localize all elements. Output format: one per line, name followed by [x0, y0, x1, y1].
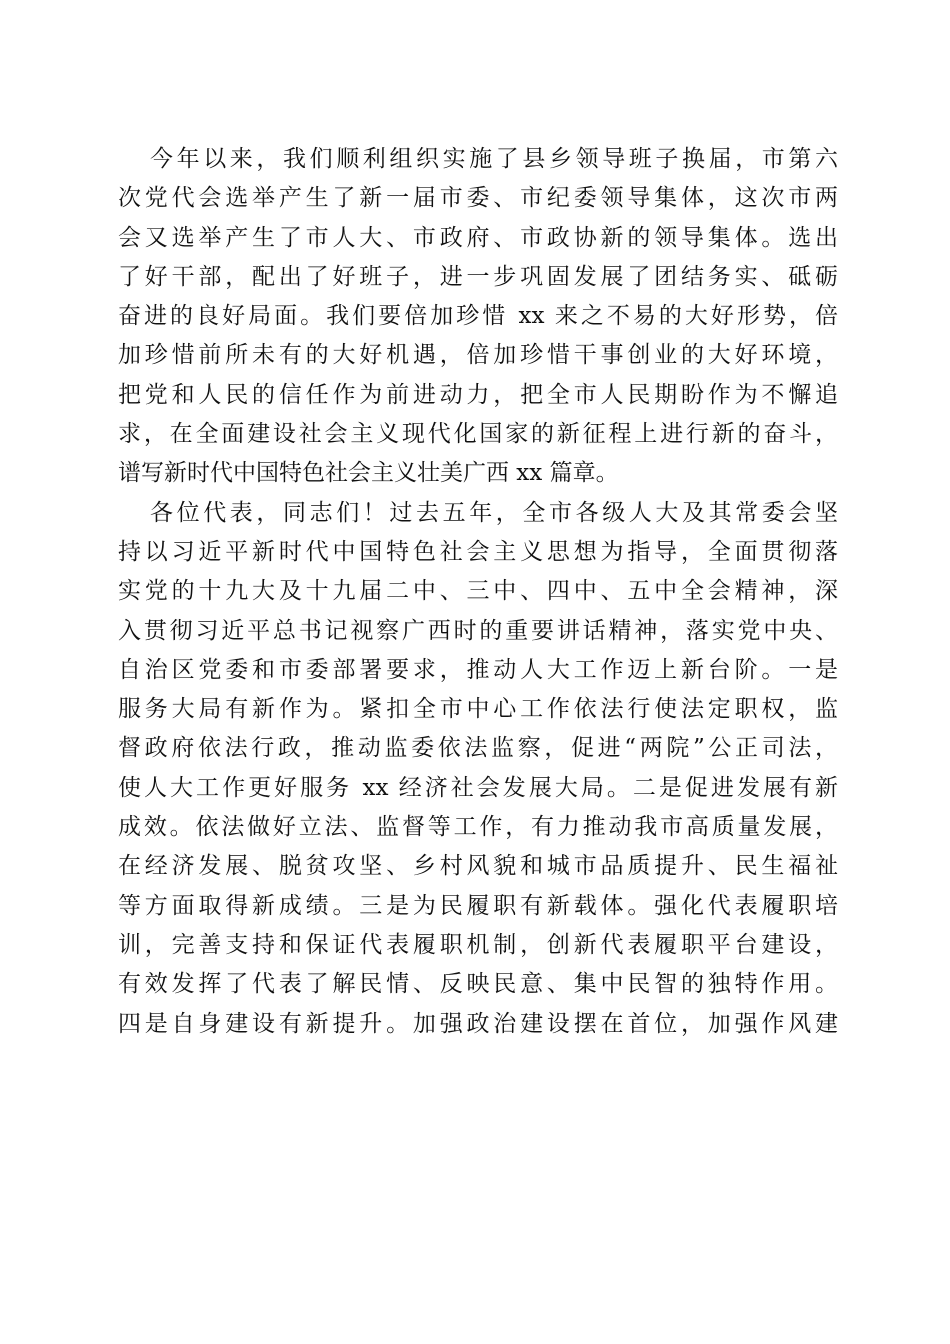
text-line: 训，完善支持和保证代表履职机制，创新代表履职平台建设，: [118, 931, 838, 958]
text-line: 加珍惜前所未有的大好机遇，倍加珍惜干事创业的大好环境，: [118, 342, 838, 369]
paragraph-1: [118, 140, 838, 494]
text-line: 持以习近平新时代中国特色社会主义思想为指导，全面贯彻落: [118, 538, 838, 565]
text-line: 等方面取得新成绩。三是为民履职有新载体。强化代表履职培: [118, 892, 838, 919]
text-line: 有效发挥了代表了解民情、反映民意、集中民智的独特作用。: [118, 971, 838, 998]
text-line: 实党的十九大及十九届二中、三中、四中、五中全会精神，深: [118, 578, 838, 605]
text-line: 今年以来，我们顺利组织实施了县乡领导班子换届，市第六: [150, 146, 838, 172]
text-line: 了好干部，配出了好班子，进一步巩固发展了团结务实、砥砺: [118, 263, 838, 290]
text-line: 各位代表，同志们！过去五年，全市各级人大及其常委会坚: [150, 499, 838, 526]
text-line: 自治区党委和市委部署要求，推动人大工作迈上新台阶。一是: [118, 656, 838, 683]
text-line: 督政府依法行政，推动监委依法监察，促进“两院”公正司法，: [118, 735, 838, 762]
text-line: 使人大工作更好服务 xx 经济社会发展大局。二是促进发展有新: [118, 774, 838, 801]
text-line: 入贯彻习近平总书记视察广西时的重要讲话精神，落实党中央、: [118, 617, 838, 644]
paragraph-2: [118, 494, 838, 1044]
text-line: 把党和人民的信任作为前进动力，把全市人民期盼作为不懈追: [118, 381, 838, 408]
text-line: 次党代会选举产生了新一届市委、市纪委领导集体，这次市两: [118, 185, 838, 212]
text-line: 会又选举产生了市人大、市政府、市政协新的领导集体。选出: [118, 224, 838, 251]
text-line: 成效。依法做好立法、监督等工作，有力推动我市高质量发展，: [118, 814, 838, 841]
text-line: 奋进的良好局面。我们要倍加珍惜 xx 来之不易的大好形势，倍: [118, 303, 838, 330]
text-line: 求，在全面建设社会主义现代化国家的新征程上进行新的奋斗，: [118, 421, 838, 448]
text-line: 谱写新时代中国特色社会主义壮美广西 xx 篇章。: [118, 460, 619, 487]
text-line: 四是自身建设有新提升。加强政治建设摆在首位，加强作风建: [118, 1010, 838, 1037]
text-line: 在经济发展、脱贫攻坚、乡村风貌和城市品质提升、民生福祉: [118, 853, 838, 880]
text-line: 服务大局有新作为。紧扣全市中心工作依法行使法定职权，监: [118, 696, 838, 723]
document-body: [118, 140, 838, 1044]
